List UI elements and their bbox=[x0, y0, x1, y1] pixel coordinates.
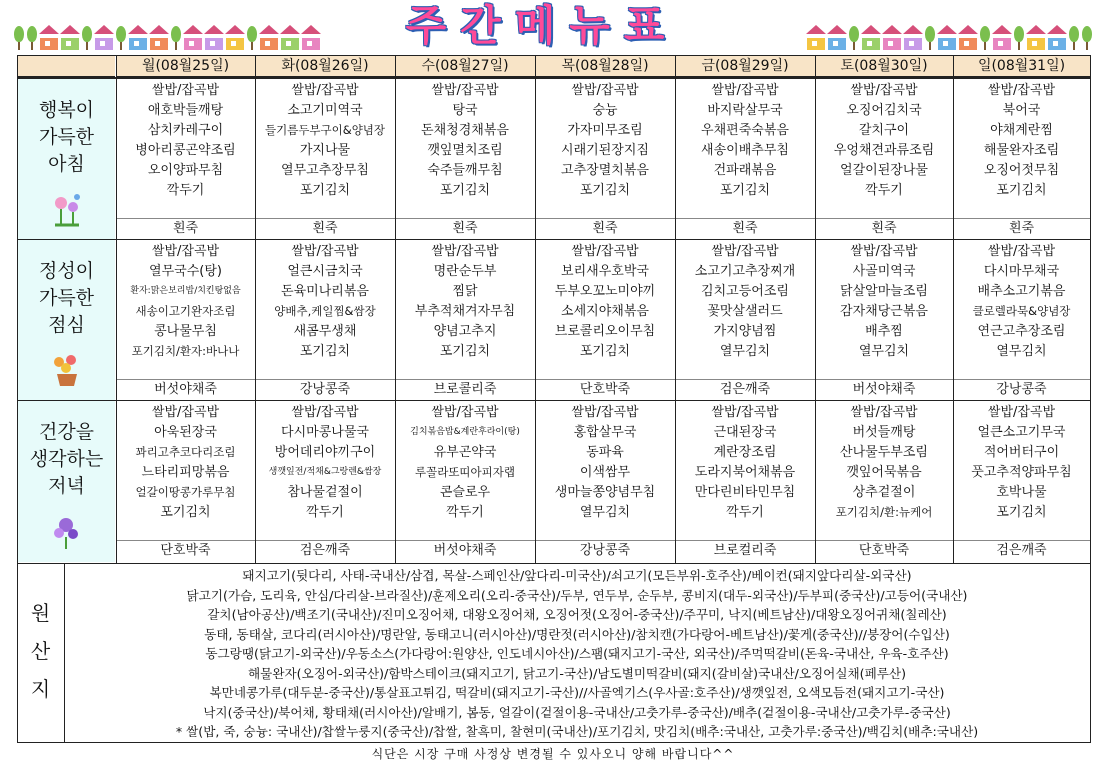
meal-label-text: 행복이 bbox=[38, 99, 95, 121]
menu-item: 유부곤약국 bbox=[433, 445, 497, 460]
menu-item: 새송이배추무침 bbox=[701, 143, 789, 158]
menu-item: 쌀밥/잡곡밥 bbox=[850, 244, 918, 259]
menu-item: 우엉채견과류조림 bbox=[833, 143, 935, 158]
menu-item: 병아리콩곤약조림 bbox=[135, 143, 236, 158]
column-divider bbox=[535, 56, 536, 563]
day-header: 수(08월27일) bbox=[395, 56, 535, 77]
meal-label-text: 저녁 bbox=[48, 475, 85, 497]
menu-item: 이색쌈무 bbox=[579, 465, 631, 480]
house-icon bbox=[904, 34, 922, 50]
origin-label bbox=[18, 564, 63, 742]
menu-item: 브로컬리죽 bbox=[713, 543, 777, 558]
menu-item: 우채편죽숙볶음 bbox=[701, 123, 789, 138]
menu-item: 쌀밥/잡곡밥 bbox=[987, 244, 1056, 259]
meal-label-text: 가득한 bbox=[38, 126, 95, 148]
origin-label-char: 지 bbox=[30, 677, 51, 701]
menu-item: 포기김치 bbox=[439, 183, 491, 198]
meal-label-text: 점심 bbox=[48, 314, 85, 336]
house-icon bbox=[1048, 34, 1066, 50]
house-icon bbox=[302, 34, 320, 50]
house-icon bbox=[184, 34, 202, 50]
menu-item: 탕국 bbox=[452, 103, 478, 118]
menu-item: 버섯야채죽 bbox=[852, 382, 916, 397]
menu-item: 얼갈이된장나물 bbox=[840, 163, 928, 178]
tree-icon bbox=[1014, 26, 1024, 50]
menu-item: 숙주들깨무침 bbox=[427, 163, 503, 178]
menu-item: 깍두기 bbox=[726, 505, 764, 520]
tree-icon bbox=[925, 26, 935, 50]
day-header: 화(08월26일) bbox=[255, 56, 395, 77]
house-icon bbox=[862, 34, 880, 50]
menu-item: 소고기미역국 bbox=[287, 103, 363, 118]
menu-item: 깍두기 bbox=[865, 183, 903, 198]
menu-item: 열무김치 bbox=[579, 505, 631, 520]
menu-item: 단호박죽 bbox=[160, 543, 211, 558]
flower-icon bbox=[49, 191, 83, 229]
menu-item: 쌀밥/잡곡밥 bbox=[151, 244, 220, 259]
menu-item: 사골미역국 bbox=[852, 264, 916, 279]
page-header bbox=[0, 0, 1106, 54]
tree-icon bbox=[82, 26, 92, 50]
menu-item: 근대된장국 bbox=[713, 425, 777, 440]
house-icon bbox=[260, 34, 278, 50]
menu-item: 깻잎멸치조림 bbox=[427, 143, 503, 158]
menu-item: 쌀밥/잡곡밥 bbox=[711, 244, 779, 259]
origin-line: 동그랑땡(닭고기-외국산)/우동소스(가다랑어:원양산, 인도네시아산)/스팸(돼지고기-국산, 외국산)/주먹떡갈비(돈육-국내산, 우육-호주산) bbox=[205, 646, 949, 661]
menu-item: 쌀밥/잡곡밥 bbox=[571, 83, 639, 98]
house-icon bbox=[129, 34, 147, 50]
menu-item: 고추장멸치볶음 bbox=[561, 163, 649, 178]
menu-item: 단호박죽 bbox=[579, 382, 631, 397]
menu-item: 브로콜리오이무침 bbox=[554, 324, 656, 339]
house-icon bbox=[959, 34, 977, 50]
house-icon bbox=[938, 34, 956, 50]
menu-item: 루꼴라또띠아피자랩 bbox=[415, 465, 515, 479]
menu-item: 환자:맑은보리밥/치킨탕없음 bbox=[130, 286, 241, 296]
menu-item: 부추적채겨자무침 bbox=[414, 304, 516, 319]
menu-item: 포기김치 bbox=[299, 183, 351, 198]
column-divider bbox=[675, 56, 676, 563]
menu-item: 가지나물 bbox=[299, 143, 351, 158]
house-icon bbox=[807, 34, 825, 50]
origin-divider bbox=[64, 564, 65, 742]
origin-line: 해물완자(오징어-외국산)/함박스테이크(돼지고기, 닭고기-국산)/남도별미떡갈비(돼지(갈비살)국내산/오징어실채(페루산) bbox=[248, 665, 906, 681]
house-icon bbox=[993, 34, 1011, 50]
house-icon bbox=[150, 34, 168, 50]
menu-item: 계란장조림 bbox=[713, 445, 777, 460]
menu-item: 흰죽 bbox=[732, 221, 758, 236]
menu-item: 꽃맛살샐러드 bbox=[707, 304, 783, 319]
origin-label-char: 산 bbox=[30, 639, 51, 663]
menu-item: 새콤무생채 bbox=[293, 324, 357, 339]
meal-label-text: 가득한 bbox=[38, 287, 95, 309]
grid-bottom-border bbox=[18, 563, 1090, 564]
menu-item: 명란순두부 bbox=[433, 264, 497, 279]
menu-item: 버섯야채죽 bbox=[433, 543, 497, 558]
menu-item: 숭늉 bbox=[592, 103, 618, 118]
menu-item: 버섯들깨탕 bbox=[852, 425, 916, 440]
menu-item: 쌀밥/잡곡밥 bbox=[291, 405, 359, 420]
menu-item: 다시마콩나물국 bbox=[281, 425, 369, 440]
day-header: 일(08월31일) bbox=[953, 56, 1090, 77]
column-divider bbox=[953, 56, 954, 563]
menu-item: 브로콜리죽 bbox=[433, 382, 497, 397]
menu-item: 홍합살무국 bbox=[573, 425, 637, 440]
menu-item: 양념고추지 bbox=[433, 324, 497, 339]
menu-item: 포기김치 bbox=[439, 344, 491, 359]
day-header: 금(08월29일) bbox=[675, 56, 815, 77]
menu-item: 북어국 bbox=[1002, 103, 1041, 118]
menu-item: 포기김치 bbox=[719, 183, 771, 198]
menu-item: 쌀밥/잡곡밥 bbox=[571, 405, 639, 420]
header-divider bbox=[18, 77, 1090, 78]
menu-item: 깍두기 bbox=[306, 505, 344, 520]
origin-line: 낙지(중국산)/북어채, 황태채(러시아산)/알배기, 봄동, 얼갈이(겉절이용-국내산/고춧가루-중국산)/배추(겉절이용-국내산/고춧가루-중국산) bbox=[203, 704, 951, 720]
menu-item: 오이양파무침 bbox=[147, 163, 224, 178]
menu-item: 적어버터구이 bbox=[983, 445, 1060, 460]
tree-icon bbox=[1069, 26, 1079, 50]
menu-item: 찜닭 bbox=[452, 284, 478, 299]
menu-item: 배추소고기볶음 bbox=[977, 284, 1066, 299]
house-icon bbox=[828, 34, 846, 50]
menu-item: 포기김치 bbox=[579, 183, 631, 198]
menu-item: 흰죽 bbox=[312, 221, 338, 236]
tree-icon bbox=[980, 26, 990, 50]
menu-item: 꽈리고추코다리조림 bbox=[135, 445, 236, 459]
menu-item: 포기김치/환:뉴케어 bbox=[835, 505, 933, 519]
menu-item: 쌀밥/잡곡밥 bbox=[151, 405, 220, 420]
menu-item: 오징어젓무침 bbox=[983, 163, 1060, 178]
column-divider bbox=[116, 56, 117, 563]
menu-item: 배추찜 bbox=[865, 324, 903, 339]
menu-item: 콩나물무침 bbox=[154, 324, 217, 339]
menu-item: 흰죽 bbox=[871, 221, 897, 236]
tree-icon bbox=[116, 26, 126, 50]
menu-item: 쌀밥/잡곡밥 bbox=[151, 83, 220, 98]
menu-item: 흰죽 bbox=[172, 221, 199, 236]
tree-icon bbox=[171, 26, 181, 50]
menu-item: 포기김치 bbox=[299, 344, 351, 359]
menu-item: 강낭콩죽 bbox=[579, 543, 631, 558]
menu-item: 호박나물 bbox=[996, 485, 1047, 500]
menu-item: 다시마무채국 bbox=[983, 264, 1060, 279]
tree-icon bbox=[849, 26, 859, 50]
menu-item: 쌀밥/잡곡밥 bbox=[850, 83, 918, 98]
menu-item: 들기름두부구이&양념장 bbox=[264, 123, 386, 137]
menu-item: 참나물겉절이 bbox=[287, 485, 363, 500]
menu-item: 새송이고기완자조림 bbox=[135, 304, 236, 318]
menu-item: 검은깨죽 bbox=[299, 543, 351, 558]
menu-item: 쌀밥/잡곡밥 bbox=[431, 83, 499, 98]
menu-item: 열무고추장무침 bbox=[281, 163, 369, 178]
menu-item: 오징어김치국 bbox=[846, 103, 922, 118]
origin-line: 돼지고기(뒷다리, 사태-국내산/삼겹, 목살-스페인산/앞다리-미국산)/쇠고기(모든부위-호주산)/베이컨(돼지앞다리살-외국산) bbox=[242, 568, 912, 583]
menu-item: 흰죽 bbox=[452, 221, 478, 236]
menu-item: 열무김치 bbox=[858, 344, 910, 359]
corner-header bbox=[18, 56, 115, 77]
menu-item: 야채계란찜 bbox=[990, 123, 1053, 138]
tree-icon bbox=[14, 26, 24, 50]
menu-item: 동파육 bbox=[586, 445, 624, 460]
menu-item: 클로렐라묵&양념장 bbox=[972, 304, 1071, 318]
column-divider bbox=[395, 56, 396, 563]
menu-item: 열무국수(탕) bbox=[149, 264, 222, 279]
menu-item: 흰죽 bbox=[592, 221, 618, 236]
menu-item: 쌀밥/잡곡밥 bbox=[850, 405, 918, 420]
day-header: 목(08월28일) bbox=[535, 56, 675, 77]
menu-item: 느타리피망볶음 bbox=[141, 465, 230, 480]
menu-item: 쌀밥/잡곡밥 bbox=[711, 405, 779, 420]
menu-item: 쌀밥/잡곡밥 bbox=[291, 83, 359, 98]
menu-item: 연근고추장조림 bbox=[977, 324, 1066, 339]
menu-item: 강낭콩죽 bbox=[299, 382, 351, 397]
menu-item: 쌀밥/잡곡밥 bbox=[431, 405, 499, 420]
origin-label-char: 원 bbox=[30, 601, 51, 625]
tree-icon bbox=[247, 26, 257, 50]
menu-item: 두부오꼬노미야끼 bbox=[554, 284, 656, 299]
column-divider bbox=[815, 56, 816, 563]
menu-item: 생마늘쫑양념무침 bbox=[554, 485, 656, 500]
menu-item: 애호박들깨탕 bbox=[147, 103, 224, 118]
origin-line: 갈치(남아공산)/백조기(국내산)/진미오징어채, 대왕오징어채, 오징어젓(오징어-중국산)/주꾸미, 낙지(베트남산)/대왕오징어귀채(칠레산) bbox=[207, 607, 947, 622]
menu-item: 얼큰시금치국 bbox=[287, 264, 363, 279]
menu-item: 포기김치 bbox=[996, 505, 1047, 520]
menu-item: 쌀밥/잡곡밥 bbox=[291, 244, 359, 259]
menu-item: 깻잎어묵볶음 bbox=[846, 465, 922, 480]
menu-item: 감자채당근볶음 bbox=[840, 304, 928, 319]
menu-item: 상추겉절이 bbox=[852, 485, 916, 500]
house-icon bbox=[1027, 34, 1045, 50]
menu-item: 콘슬로우 bbox=[439, 485, 491, 500]
day-header: 월(08월25일) bbox=[116, 56, 255, 77]
village-decoration-right bbox=[807, 14, 1092, 50]
menu-item: 아욱된장국 bbox=[154, 425, 217, 440]
menu-item: 보리새우호박국 bbox=[561, 264, 649, 279]
house-icon bbox=[40, 34, 58, 50]
house-icon bbox=[226, 34, 244, 50]
menu-item: 검은깨죽 bbox=[996, 543, 1047, 558]
menu-item: 돈육미나리볶음 bbox=[281, 284, 369, 299]
menu-item: 쌀밥/잡곡밥 bbox=[987, 405, 1056, 420]
menu-item: 갈치구이 bbox=[858, 123, 910, 138]
menu-item: 깍두기 bbox=[166, 183, 205, 198]
menu-item: 버섯야채죽 bbox=[154, 382, 217, 397]
origin-line: 복만네콩가루(대두분-중국산)/통살표고튀김, 떡갈비(돼지고기-국산)//사골엑기스(우사골:호주산)/생깻잎전, 오색모듬전(돼지고기-국산) bbox=[209, 685, 945, 700]
menu-item: 얼큰소고기무국 bbox=[977, 425, 1066, 440]
menu-item: 닭살알마늘조림 bbox=[840, 284, 928, 299]
menu-item: 가자미무조림 bbox=[567, 123, 643, 138]
menu-item: 쌀밥/잡곡밥 bbox=[987, 83, 1056, 98]
house-icon bbox=[883, 34, 901, 50]
menu-item: 얼갈이땅콩가루무침 bbox=[135, 485, 236, 499]
menu-item: 해물완자조림 bbox=[983, 143, 1060, 158]
day-header: 토(08월30일) bbox=[815, 56, 953, 77]
house-icon bbox=[61, 34, 79, 50]
meal-label-text: 생각하는 bbox=[29, 448, 104, 470]
menu-item: 쌀밥/잡곡밥 bbox=[711, 83, 779, 98]
menu-item: 시래기된장지짐 bbox=[561, 143, 649, 158]
meal-label-text: 아침 bbox=[48, 153, 85, 175]
menu-item: 열무김치 bbox=[996, 344, 1047, 359]
house-icon bbox=[95, 34, 113, 50]
menu-item: 쌀밥/잡곡밥 bbox=[431, 244, 499, 259]
tree-icon bbox=[1082, 26, 1092, 50]
menu-item: 강낭콩죽 bbox=[996, 382, 1047, 397]
menu-item: 생깻잎전/적채&그랑렌&쌈장 bbox=[268, 467, 382, 477]
menu-item: 건파래볶음 bbox=[713, 163, 777, 178]
tree-icon bbox=[27, 26, 37, 50]
menu-item: 풋고추적양파무침 bbox=[971, 465, 1072, 480]
footer-note: 식단은 시장 구매 사정상 변경될 수 있사오니 양해 바랍니다^^ bbox=[371, 747, 735, 761]
origin-line: 닭고기(가슴, 도리육, 안심/다리살-브라질산)/훈제오리(오리-중국산)/두부, 연두부, 순두부, 콩비지(대두-외국산)/두부피(중국산)/고등어(국내산) bbox=[186, 587, 968, 603]
menu-item: 삼치카레구이 bbox=[147, 123, 224, 138]
menu-item: 포기김치 bbox=[160, 505, 211, 520]
menu-item: 만다린비타민무침 bbox=[694, 485, 796, 500]
menu-item: 도라지북어채볶음 bbox=[694, 465, 796, 480]
menu-item: 산나물두부조림 bbox=[840, 445, 928, 460]
menu-item: 흰죽 bbox=[1008, 221, 1035, 236]
menu-item: 김치볶음밥&계란후라이(탕) bbox=[410, 427, 520, 437]
menu-item: 돈채청경채볶음 bbox=[421, 123, 509, 138]
page-title: 주간메뉴표 bbox=[405, 1, 679, 50]
menu-item: 양배추,케일찜&쌈장 bbox=[274, 304, 376, 318]
menu-item: 가지양념찜 bbox=[713, 324, 777, 339]
menu-item: 깍두기 bbox=[446, 505, 484, 520]
menu-item: 쌀밥/잡곡밥 bbox=[571, 244, 639, 259]
meal-label-text: 정성이 bbox=[38, 260, 95, 282]
origin-line: 동태, 동태살, 코다리(러시아산)/명란알, 동태고니(러시아산)/명란젓(러시아산)/참치캔(가다랑어-베트남산)/꽃게(중국산)//붕장어(수입산) bbox=[204, 626, 950, 642]
origin-line: * 쌀(밥, 죽, 숭늉: 국내산)/찹쌀누룽지(중국산)/찹쌀, 찰흑미, 찰현미(국내산)/포기김치, 맛김치(배추:국내산, 고춧가루:중국산)/백김치(배추:국내산) bbox=[175, 724, 979, 739]
menu-item: 방어데리야끼구이 bbox=[274, 445, 376, 460]
house-icon bbox=[281, 34, 299, 50]
house-icon bbox=[205, 34, 223, 50]
menu-item: 포기김치 bbox=[579, 344, 631, 359]
menu-item: 소세지야채볶음 bbox=[561, 304, 649, 319]
menu-item: 소고기고추장찌개 bbox=[694, 264, 796, 279]
menu-item: 포기김치/환자:바나나 bbox=[131, 344, 240, 358]
menu-item: 바지락살무국 bbox=[707, 103, 783, 118]
menu-item: 검은깨죽 bbox=[719, 382, 771, 397]
meal-label-text: 건강을 bbox=[38, 421, 95, 443]
menu-item: 포기김치 bbox=[996, 183, 1047, 198]
menu-item: 김치고등어조림 bbox=[701, 284, 789, 299]
column-divider bbox=[255, 56, 256, 563]
menu-item: 열무김치 bbox=[719, 344, 771, 359]
flower-icon bbox=[49, 513, 83, 551]
village-decoration-left bbox=[14, 14, 320, 50]
menu-item: 단호박죽 bbox=[858, 543, 910, 558]
flower-pot-icon bbox=[49, 352, 83, 390]
